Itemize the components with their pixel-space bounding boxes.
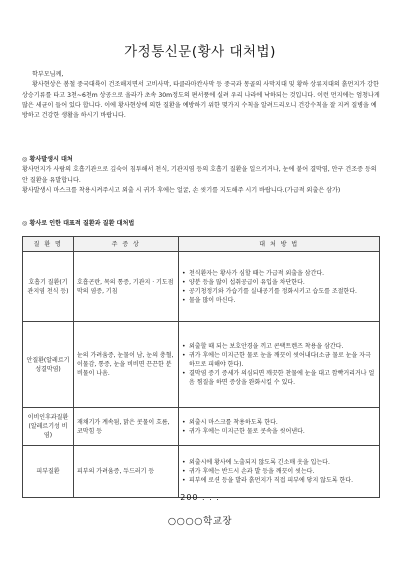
action-item: • 공기청정기와 가습기를 실내공기를 정화시키고 습도를 조절한다. — [182, 287, 376, 296]
page-title: 가정통신문(황사 대처법) — [124, 44, 276, 60]
disease-name: 피부질환 — [23, 446, 74, 498]
action-item: • 외출할 때 되는 보호안경을 끼고 콘택트렌즈 착용을 삼간다. — [182, 342, 376, 351]
disease-name: 안질환(알레르기성결막염) — [23, 322, 74, 408]
action-item: • 귀가 후에는 미지근한 물로 콧속을 씻어낸다. — [182, 427, 376, 436]
actions-cell — [179, 322, 380, 408]
section-dust-response — [22, 155, 380, 196]
disease-name: 이비인후과질환(알레르기성 비염) — [23, 408, 74, 446]
header-disease: 질 환 명 — [23, 237, 74, 252]
section-heading: ◎ 황사로 인한 대표적 질환과 질환 대처법 — [22, 220, 135, 227]
section-body: 황사먼지가 사람의 호흡기관으로 깊숙이 침투해서 천식, 기관지염 등의 호흡기 질환을 일으키거나, 눈에 붙어 결막염, 안구 건조증 등의 안 질환을 유발합니다. — [22, 166, 377, 184]
action-item: • 외출시 마스크를 착용하도록 한다. — [182, 418, 376, 427]
action-item: • 양분 등을 많이 섭취공급이 유입을 차단한다. — [182, 278, 376, 287]
action-item: • 천식환자는 황사가 심할 때는 가급적 외출을 삼간다. — [182, 269, 376, 278]
school-signature: ○○○○학교장 — [167, 516, 233, 527]
table-header-row — [23, 237, 380, 252]
actions-cell — [179, 446, 380, 498]
section-body-2: 황사발생시 마스크를 착용시켜주시고 외출 시 귀가 후에는 얼굴, 손 씻기를 지도해주 시기 바랍니다.(가급적 외출은 삼가) — [22, 186, 341, 194]
action-item: • 귀가 후에는 미지근한 물로 눈을 깨끗이 씻어내다(소금 물로 눈을 자극하므로 피해야 한다). — [182, 351, 376, 369]
table-row — [23, 322, 380, 408]
action-item: • 결막염 증기 증세가 의심되면 깨끗한 찬물에 눈을 대고 깜빡거리거나 얼음 찜질을 하면 증상을 완화시킬 수 있다. — [182, 369, 376, 387]
section-heading: ◎ 황사발생시 대처 — [22, 156, 73, 163]
action-item: • 피부에 로션 등을 발라 흙먼지가 직접 피부에 닿지 않도록 한다. — [182, 476, 376, 485]
actions-cell — [179, 252, 380, 322]
table-row — [23, 408, 380, 446]
intro-block — [22, 70, 380, 121]
symptoms-cell: 재채기가 계속됨, 맑은 콧물이 흐름, 코막힘 등 — [74, 408, 179, 446]
table-row — [23, 252, 380, 322]
header-symptoms: 주 증 상 — [74, 237, 179, 252]
disease-table — [22, 236, 380, 498]
action-item: • 물을 많이 마신다. — [182, 296, 376, 305]
actions-cell — [179, 408, 380, 446]
symptoms-cell: 피부의 가려움증, 두드러기 등 — [74, 446, 179, 498]
issue-date: 200 . . . — [180, 493, 220, 502]
action-item: • 귀가 후에는 반드시 손과 발 등을 깨끗이 씻는다. — [182, 467, 376, 476]
greeting-text: 학부모님께, — [32, 71, 64, 78]
symptoms-cell: 눈의 가려움증, 눈물이 남, 눈의 충혈, 이물감, 통증, 눈을 비비면 끈끈한 분비물이 나옴. — [74, 322, 179, 408]
section-disease-table — [22, 219, 380, 229]
header-actions: 대 처 방 법 — [179, 237, 380, 252]
disease-name: 호흡기 질환(기관지염 천식 등) — [23, 252, 74, 322]
symptoms-cell: 호흡곤란, 목의 통증, 기관지 · 기도점막의 염증, 기침 — [74, 252, 179, 322]
intro-paragraph: 황사현상은 봄철 중국대륙이 건조해지면서 고비사막, 타클라마칸사막 등 중국과 몽골의 사막지대 및 황하 상류지대의 흙먼지가 강한 상승기류를 타고 3천~6천m 상공으로 올라가 초속 30m정도의 편서풍에 실려 우리 나라에 낙하되는 것입니다. 이런 먼지에는 엄청나게 많은 세균이 들어 있다 합니다. 이에 황사현상에 의한 질환을 예방하기 위한 몇가지 수칙을 알려드리오니 건강수칙을 잘 지켜 질병을 예방하고 건강한 생활을 하시기 바랍니다. — [22, 81, 380, 120]
action-item: • 외출시에 황사에 노출되지 않도록 긴소매 옷을 입는다. — [182, 458, 376, 467]
table-row — [23, 446, 380, 498]
